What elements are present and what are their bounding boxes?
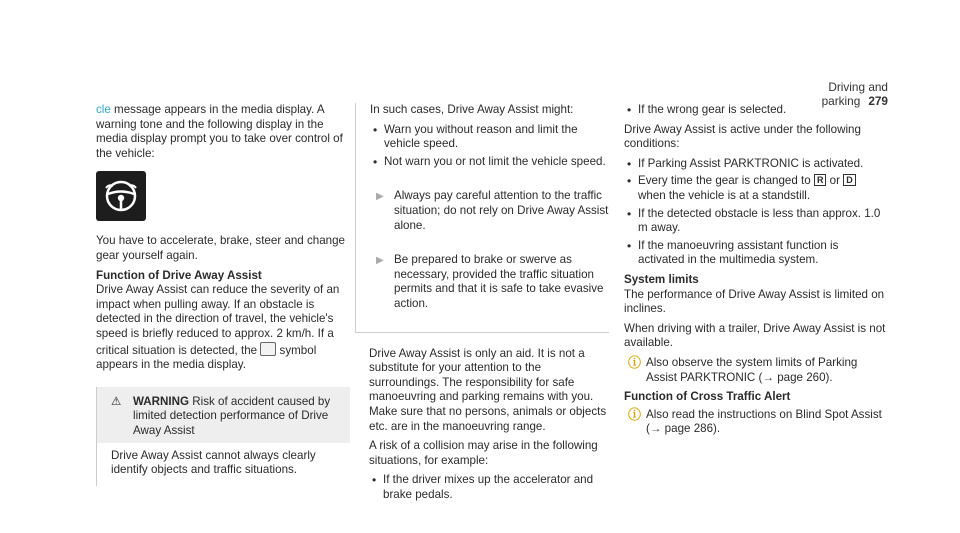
active-text: Drive Away Assist is active under the following conditions: (624, 122, 861, 151)
section-title: Driving and parking (821, 80, 888, 108)
list-item: • If Parking Assist PARKTRONIC is activated. (624, 157, 886, 172)
instruction-1 (370, 189, 609, 233)
list-item: • If the driver mixes up the accelerator and brake pedals. (369, 473, 609, 502)
warning-box (96, 387, 350, 486)
limits-title: System limits (624, 272, 699, 286)
list-item: • Not warn you or not limit the vehicle speed. (370, 155, 609, 170)
list-item: • If the wrong gear is selected. (624, 103, 886, 118)
warning-continuation (355, 103, 609, 333)
tip-2 (624, 408, 886, 437)
lead-text: In such cases, Drive Away Assist might: (370, 103, 574, 116)
page-number: 279 (868, 94, 888, 108)
arrow-right-icon: ▶ (376, 255, 384, 267)
info-icon: ⓘ (628, 354, 642, 370)
info-icon: ⓘ (628, 406, 642, 422)
list-item (624, 174, 886, 203)
instruction-text: Always pay careful attention to the traffic situation; do not rely on Drive Away Assist alone. (394, 189, 609, 232)
intro-paragraph (96, 103, 350, 161)
function-text (96, 283, 350, 373)
function-text-b: symbol appears in the media display. (96, 343, 317, 372)
pedestrian-warning-icon (260, 342, 276, 356)
function-title: Function of Drive Away Assist (96, 268, 262, 282)
list-item: • If the manoeuvring assistant function is activated in the multimedia system. (624, 239, 886, 268)
warning-list (370, 123, 609, 170)
intro-text: message appears in the media display. A warning tone and the following display in the media display prompt you to take over control of the vehicle: (96, 103, 343, 160)
warning-heading: Risk of accident caused by limited detection performance of Drive Away Assist (133, 394, 331, 437)
list-item: • Warn you without reason and limit the vehicle speed. (370, 123, 609, 152)
cond2-a: Every time the gear is changed to (638, 174, 814, 188)
gear-r-icon: R (814, 174, 827, 186)
warning-header (97, 387, 350, 443)
risk-list (369, 473, 609, 502)
column-2 (369, 103, 609, 507)
arrow-right-icon: ▶ (376, 191, 384, 203)
list-item: • If the detected obstacle is less than approx. 1.0 m away. (624, 207, 886, 236)
instruction-2 (370, 253, 609, 311)
tip-text: Also read the instructions on Blind Spot Assist (→ page 286). (646, 407, 882, 436)
tip-text: Also observe the system limits of Parking Assist PARKTRONIC (→ page 260). (646, 355, 858, 384)
takeover-text: You have to accelerate, brake, steer and change gear yourself again. (96, 234, 346, 262)
cond2-or: or (826, 174, 844, 188)
intro-cyan-text: cle (96, 103, 111, 116)
risk-text: A risk of a collision may arise in the following situations, for example: (369, 439, 598, 467)
instruction-text: Be prepared to brake or swerve as necessary, provided the traffic situation permits and that it is safe to take evasive action. (394, 253, 604, 310)
limits-text: The performance of Drive Away Assist is limited on inclines. (624, 287, 885, 316)
cond2-b: when the vehicle is at a standstill. (638, 188, 811, 202)
steering-wheel-hands-icon (96, 171, 146, 221)
conditions-list (624, 157, 886, 268)
aid-text: Drive Away Assist is only an aid. It is not a substitute for your attention to the surroundings. The responsibility for safe manoeuvring and parking remains with you. Make sure that no persons, animals or objects etc. are in the manoeuvring range. (369, 346, 607, 433)
function-text-a: Drive Away Assist can reduce the severity of an impact when pulling away. If an obstacle is detected in the direction of travel, the vehicle's speed is briefly reduced to approx. 2 km/h. If a critical situation is detected, the (96, 283, 340, 357)
gear-d-icon: D (843, 174, 856, 186)
risk-list-cont (624, 103, 886, 118)
tip-1 (624, 356, 886, 385)
column-1 (96, 103, 350, 486)
warning-body: Drive Away Assist cannot always clearly identify objects and traffic situations. (111, 448, 316, 477)
warning-triangle-icon: ⚠ (111, 394, 122, 408)
cta-title: Function of Cross Traffic Alert (624, 390, 791, 404)
trailer-text: When driving with a trailer, Drive Away Assist is not available. (624, 321, 886, 350)
warning-label: WARNING (133, 394, 190, 408)
column-3 (624, 103, 886, 442)
